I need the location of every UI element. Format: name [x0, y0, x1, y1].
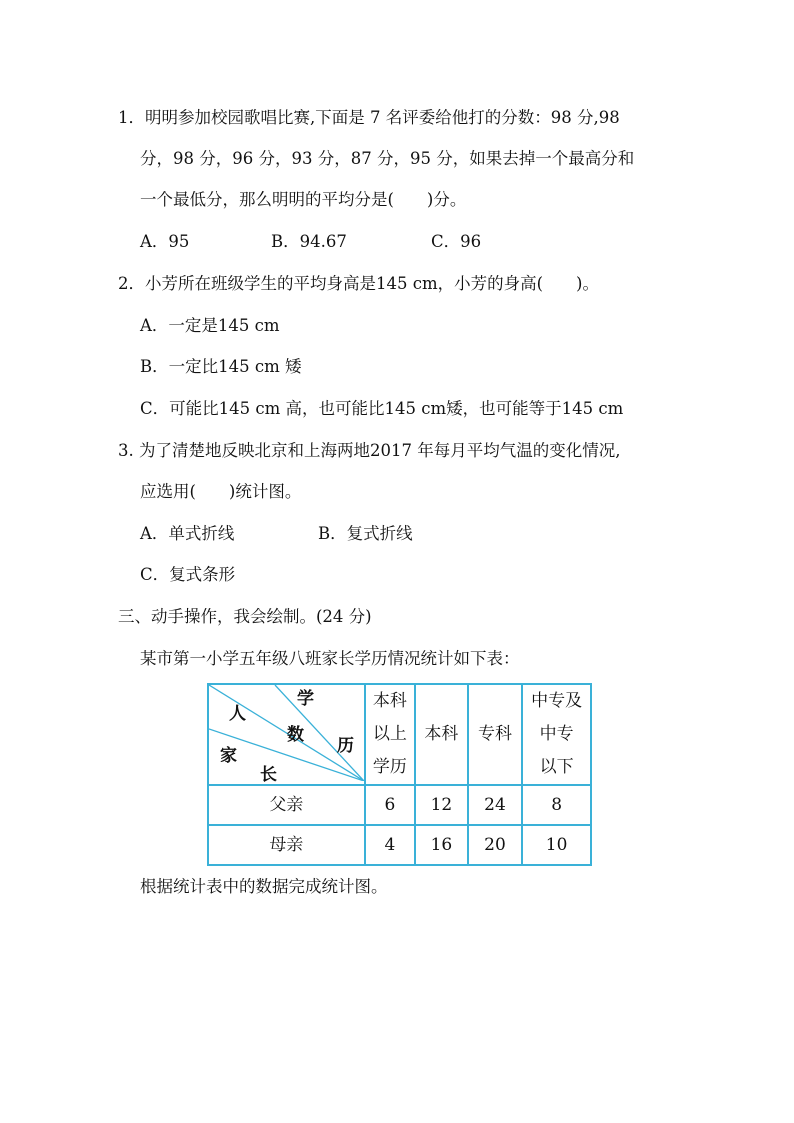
q1-option-b: B．94.67	[271, 232, 347, 251]
corner-label-xue: 学	[297, 689, 314, 709]
q3-option-a: A．单式折线	[140, 524, 235, 543]
corner-label-shu: 数	[287, 725, 304, 745]
q1-line-1: 1．明明参加校园歌唱比赛,下面是 7 名评委给他打的分数：98 分,98	[118, 108, 620, 127]
q2-option-a: A．一定是145 cm	[140, 316, 280, 335]
table-cell: 20	[468, 825, 523, 865]
corner-label-zhang: 长	[260, 765, 277, 785]
q2-option-c: C．可能比145 cm 高，也可能比145 cm矮，也可能等于145 cm	[140, 399, 624, 418]
q1-option-c: C．96	[431, 232, 482, 251]
section-instruction: 根据统计表中的数据完成统计图。	[140, 877, 388, 896]
table-cell: 4	[365, 825, 416, 865]
table-row	[208, 785, 591, 825]
section-title: 三、动手操作，我会绘制。(24 分)	[118, 607, 372, 626]
q1-line-2: 分，98 分，96 分，93 分，87 分，95 分，如果去掉一个最高分和	[140, 149, 635, 168]
table-cell: 12	[415, 785, 468, 825]
corner-label-ren: 人	[229, 704, 246, 724]
table-corner-cell	[208, 684, 365, 785]
q3-line-2: 应选用( )统计图。	[140, 482, 302, 501]
row-label-father: 父亲	[208, 785, 365, 825]
education-stat-table	[207, 683, 592, 866]
table-cell: 8	[522, 785, 591, 825]
q3-line-1: 3. 为了清楚地反映北京和上海两地2017 年每月平均气温的变化情况,	[118, 441, 621, 460]
q3-option-c: C．复式条形	[140, 565, 236, 584]
corner-label-li: 历	[337, 736, 354, 756]
q2-stem: 2．小芳所在班级学生的平均身高是145 cm，小芳的身高( )。	[118, 274, 599, 293]
table-row	[208, 825, 591, 865]
q1-option-a: A．95	[140, 232, 190, 251]
q1-line-3: 一个最低分，那么明明的平均分是( )分。	[140, 190, 467, 209]
table-cell: 10	[522, 825, 591, 865]
section-intro: 某市第一小学五年级八班家长学历情况统计如下表：	[140, 649, 520, 668]
q2-option-b: B．一定比145 cm 矮	[140, 357, 302, 376]
table-header-row	[208, 684, 591, 785]
corner-label-jia: 家	[220, 746, 237, 766]
q3-option-b: B．复式折线	[318, 524, 413, 543]
row-label-mother: 母亲	[208, 825, 365, 865]
header-above-bachelor: 本科 以上 学历	[365, 684, 416, 785]
header-secondary-and-below: 中专及 中专 以下	[522, 684, 591, 785]
table-cell: 6	[365, 785, 416, 825]
table-cell: 24	[468, 785, 523, 825]
header-junior-college: 专科	[468, 684, 523, 785]
table-cell: 16	[415, 825, 468, 865]
header-bachelor: 本科	[415, 684, 468, 785]
